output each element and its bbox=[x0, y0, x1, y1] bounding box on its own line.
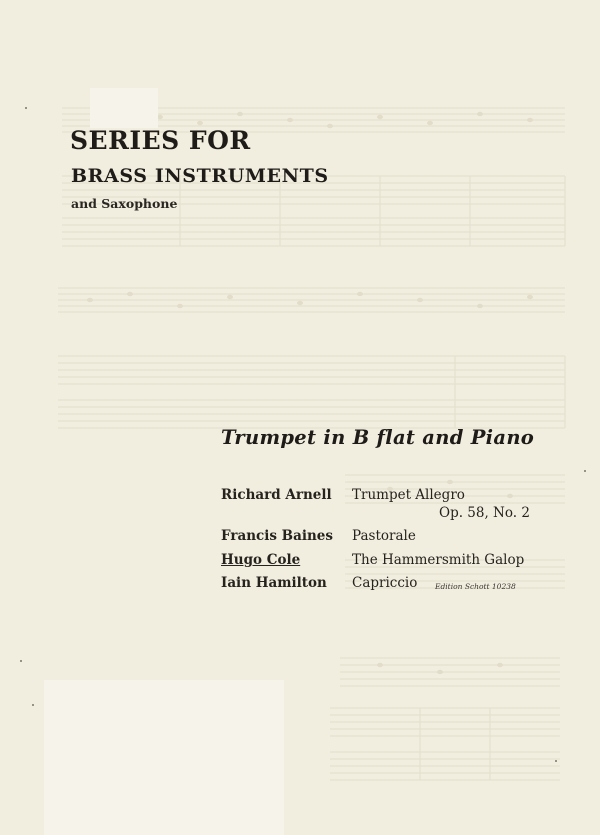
paper-speck bbox=[32, 704, 34, 706]
edition-number: Edition Schott 10238 bbox=[435, 582, 516, 591]
paper-speck bbox=[584, 470, 586, 472]
paper-speck bbox=[555, 760, 557, 762]
work-title: Capriccio bbox=[352, 575, 418, 591]
instrumentation-heading: Trumpet in B flat and Piano bbox=[221, 426, 535, 449]
composer-name: Iain Hamilton bbox=[221, 575, 327, 591]
series-subtitle: BRASS INSTRUMENTS bbox=[71, 165, 329, 187]
paper-speck bbox=[25, 107, 27, 109]
work-title: Pastorale bbox=[352, 528, 416, 544]
series-addition: and Saxophone bbox=[71, 196, 178, 211]
composer-name: Hugo Cole bbox=[221, 552, 301, 568]
work-title: The Hammersmith Galop bbox=[352, 552, 525, 568]
paper-speck bbox=[20, 660, 22, 662]
composer-name: Francis Baines bbox=[221, 528, 333, 544]
light-patch-bottom-left bbox=[44, 680, 284, 835]
light-patch-top-left bbox=[90, 88, 158, 128]
series-title: SERIES FOR bbox=[70, 126, 251, 155]
composer-name: Richard Arnell bbox=[221, 487, 332, 503]
opus-number: Op. 58, No. 2 bbox=[439, 505, 530, 521]
work-title: Trumpet Allegro bbox=[352, 487, 465, 503]
